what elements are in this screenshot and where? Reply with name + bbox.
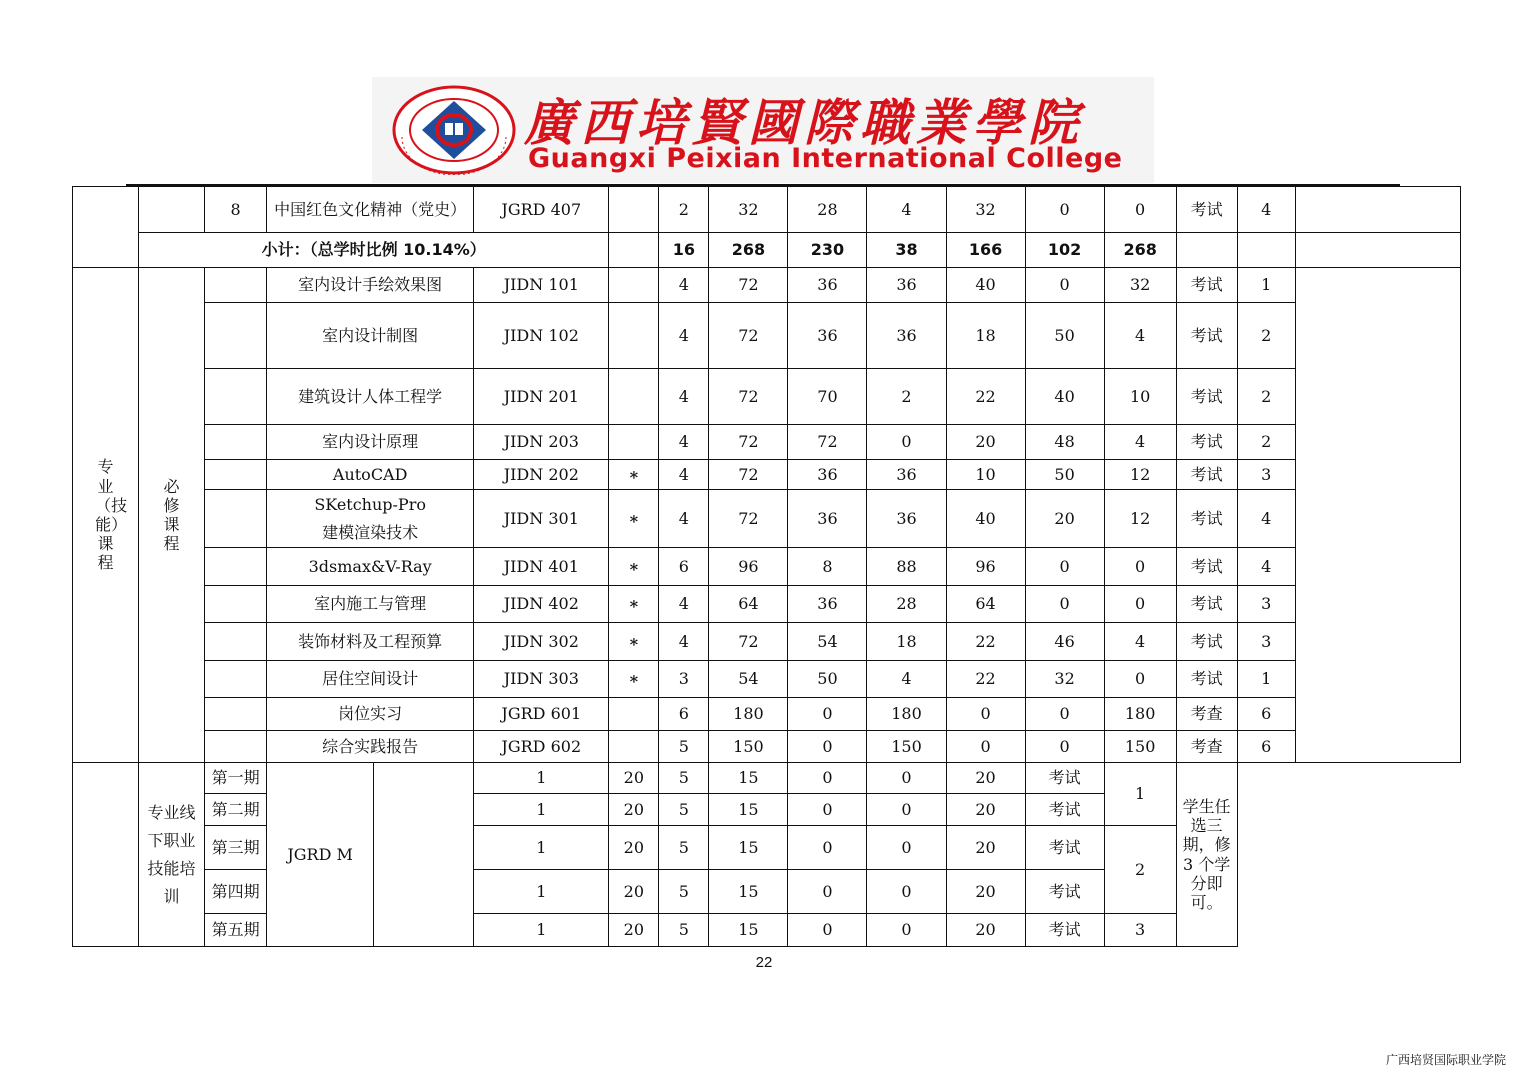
- term: 2: [1237, 369, 1295, 425]
- hours-col-1: 20: [946, 425, 1025, 460]
- table-row: [73, 586, 1461, 623]
- course-name: 室内设计手绘效果图: [267, 268, 474, 303]
- theory-hours: 50: [788, 661, 867, 698]
- course-name: 居住空间设计: [267, 661, 474, 698]
- hours-col-2: 0: [867, 794, 946, 826]
- course-name: 3dsmax&V-Ray: [267, 548, 474, 586]
- course-name: 中国红色文化精神（党史）: [267, 187, 474, 233]
- course-name: 室内设计原理: [267, 425, 474, 460]
- hours-col-1: 0: [788, 870, 867, 914]
- theory-hours: 36: [788, 268, 867, 303]
- hours-col-1: 64: [946, 586, 1025, 623]
- hours-col-2: 0: [1025, 268, 1104, 303]
- term-group-2: 2: [1104, 826, 1176, 914]
- course-name: AutoCAD: [267, 460, 474, 490]
- table-row: [73, 548, 1461, 586]
- total-hours: 72: [709, 268, 788, 303]
- theory-hours: 5: [659, 826, 709, 870]
- hours-col-2: 0: [867, 914, 946, 947]
- course-code: JIDN 201: [474, 369, 609, 425]
- table-row: [73, 490, 1461, 548]
- theory-hours: 28: [788, 187, 867, 233]
- course-name: 综合实践报告: [267, 731, 474, 763]
- core-marker: [609, 268, 659, 303]
- practice-hours: 18: [867, 623, 946, 661]
- practice-hours: 15: [709, 826, 788, 870]
- course-index: 8: [205, 187, 267, 233]
- term-group-1: 1: [1104, 763, 1176, 826]
- assessment: 考试: [1025, 870, 1104, 914]
- table-row: [73, 187, 1461, 233]
- practice-hours: 0: [867, 425, 946, 460]
- core-marker: ∗: [609, 490, 659, 548]
- college-name-english: Guangxi Peixian International College: [528, 143, 1123, 174]
- hours-col-2: 0: [1025, 187, 1104, 233]
- total-hours: 180: [709, 698, 788, 731]
- table-row: [73, 623, 1461, 661]
- training-index: [73, 763, 139, 947]
- core-marker: ∗: [609, 548, 659, 586]
- hours-col-2: 32: [1025, 661, 1104, 698]
- theory-hours: 5: [659, 794, 709, 826]
- practice-hours: 36: [867, 303, 946, 369]
- hours-col-3: 20: [946, 914, 1025, 947]
- assessment: 考试: [1176, 425, 1237, 460]
- subtotal-col-1: 166: [946, 233, 1025, 268]
- assessment: 考试: [1176, 490, 1237, 548]
- total-hours: 96: [709, 548, 788, 586]
- college-name-chinese: 廣西培賢國際職業學院: [524, 93, 1084, 152]
- course-name: 室内设计制图: [267, 303, 474, 369]
- total-hours: 72: [709, 623, 788, 661]
- credits: 4: [659, 268, 709, 303]
- credits: 1: [474, 826, 609, 870]
- assessment: 考查: [1176, 731, 1237, 763]
- hours-col-1: 22: [946, 661, 1025, 698]
- course-code: JIDN 202: [474, 460, 609, 490]
- practice-hours: 36: [867, 460, 946, 490]
- assessment: 考试: [1025, 826, 1104, 870]
- total-hours: 20: [609, 794, 659, 826]
- total-hours: 72: [709, 460, 788, 490]
- credits: 4: [659, 586, 709, 623]
- subtotal-col-3: 268: [1104, 233, 1176, 268]
- course-index: [205, 586, 267, 623]
- assessment: 考试: [1176, 586, 1237, 623]
- hours-col-2: 0: [1025, 731, 1104, 763]
- credits: 5: [659, 731, 709, 763]
- hours-col-2: 48: [1025, 425, 1104, 460]
- table-row: [73, 425, 1461, 460]
- credits: 6: [659, 548, 709, 586]
- period-label: 第一期: [205, 763, 267, 794]
- college-seal-logo: [392, 85, 516, 175]
- course-code: JGRD 601: [474, 698, 609, 731]
- page-footer: 广西培贤国际职业学院: [1385, 1053, 1506, 1067]
- term: 1: [1237, 268, 1295, 303]
- course-code: JIDN 303: [474, 661, 609, 698]
- period-label: 第四期: [205, 870, 267, 914]
- course-code: JIDN 102: [474, 303, 609, 369]
- course-name: SKetchup-Pro 建模渲染技术: [267, 490, 474, 548]
- hours-col-3: 20: [946, 870, 1025, 914]
- total-hours: 150: [709, 731, 788, 763]
- hours-col-1: 32: [946, 187, 1025, 233]
- theory-hours: 70: [788, 369, 867, 425]
- hours-col-3: 0: [1104, 548, 1176, 586]
- subtotal-theory: 230: [788, 233, 867, 268]
- core-marker: [609, 369, 659, 425]
- theory-hours: 0: [788, 698, 867, 731]
- hours-col-1: 40: [946, 268, 1025, 303]
- term-group-3: 3: [1104, 914, 1176, 947]
- theory-hours: 5: [659, 763, 709, 794]
- hours-col-3: 0: [1104, 586, 1176, 623]
- period-label: 第二期: [205, 794, 267, 826]
- course-index: [205, 268, 267, 303]
- hours-col-2: 0: [867, 763, 946, 794]
- practice-hours: 36: [867, 490, 946, 548]
- hours-col-3: 12: [1104, 460, 1176, 490]
- hours-col-2: 0: [867, 826, 946, 870]
- course-name: 装饰材料及工程预算: [267, 623, 474, 661]
- total-hours: 20: [609, 914, 659, 947]
- assessment: 考试: [1176, 623, 1237, 661]
- curriculum-table: [72, 186, 1461, 947]
- core-marker: ∗: [609, 623, 659, 661]
- hours-col-2: 50: [1025, 460, 1104, 490]
- assessment: 考试: [1025, 794, 1104, 826]
- total-hours: 20: [609, 826, 659, 870]
- course-index: [205, 460, 267, 490]
- assessment: 考试: [1176, 187, 1237, 233]
- subtotal-note-blank: [1295, 233, 1460, 268]
- term: 4: [1237, 490, 1295, 548]
- practice-hours: 2: [867, 369, 946, 425]
- theory-hours: 36: [788, 586, 867, 623]
- hours-col-1: 0: [788, 763, 867, 794]
- hours-col-1: 10: [946, 460, 1025, 490]
- table-row: [73, 460, 1461, 490]
- subtotal-assess-blank: [1176, 233, 1237, 268]
- hours-col-3: 20: [946, 794, 1025, 826]
- course-index: [205, 490, 267, 548]
- course-name: 室内施工与管理: [267, 586, 474, 623]
- course-index: [205, 369, 267, 425]
- assessment: 考试: [1176, 303, 1237, 369]
- hours-col-2: 0: [1025, 698, 1104, 731]
- hours-col-1: 0: [946, 698, 1025, 731]
- term: 6: [1237, 698, 1295, 731]
- subtotal-row: [73, 233, 1461, 268]
- course-code: JIDN 101: [474, 268, 609, 303]
- subtotal-practice: 38: [867, 233, 946, 268]
- course-index: [205, 303, 267, 369]
- remark: [1295, 187, 1460, 233]
- table-row: [73, 698, 1461, 731]
- term: 1: [1237, 661, 1295, 698]
- assessment: 考试: [1176, 460, 1237, 490]
- hours-col-3: 4: [1104, 425, 1176, 460]
- hours-col-3: 4: [1104, 303, 1176, 369]
- theory-hours: 36: [788, 460, 867, 490]
- hours-col-1: 18: [946, 303, 1025, 369]
- table-row: [73, 661, 1461, 698]
- hours-col-2: 50: [1025, 303, 1104, 369]
- course-index: [205, 661, 267, 698]
- assessment: 考试: [1176, 268, 1237, 303]
- subtotal-credits: 16: [659, 233, 709, 268]
- category-cell: [73, 268, 139, 763]
- practice-hours: 180: [867, 698, 946, 731]
- hours-col-1: 0: [788, 826, 867, 870]
- credits: 1: [474, 763, 609, 794]
- term: 6: [1237, 731, 1295, 763]
- course-index: [205, 623, 267, 661]
- theory-hours: 36: [788, 303, 867, 369]
- course-name: 建筑设计人体工程学: [267, 369, 474, 425]
- hours-col-3: 150: [1104, 731, 1176, 763]
- hours-col-1: 0: [788, 794, 867, 826]
- course-index: [205, 731, 267, 763]
- hours-col-3: 180: [1104, 698, 1176, 731]
- hours-col-2: 0: [867, 870, 946, 914]
- course-index: [205, 425, 267, 460]
- term: 2: [1237, 303, 1295, 369]
- theory-hours: 5: [659, 870, 709, 914]
- credits: 1: [474, 914, 609, 947]
- hours-col-1: 22: [946, 623, 1025, 661]
- subtotal-hours: 268: [709, 233, 788, 268]
- course-type-label: 必修课程: [163, 476, 180, 554]
- subtotal-label: 小计：（总学时比例 10.14%）: [139, 233, 609, 268]
- theory-hours: 36: [788, 490, 867, 548]
- course-code: JIDN 401: [474, 548, 609, 586]
- practice-hours: 15: [709, 794, 788, 826]
- table-row: [73, 731, 1461, 763]
- hours-col-1: 96: [946, 548, 1025, 586]
- core-marker: [609, 187, 659, 233]
- term: 2: [1237, 425, 1295, 460]
- term: 4: [1237, 548, 1295, 586]
- training-star: [374, 763, 474, 947]
- course-name: 岗位实习: [267, 698, 474, 731]
- course-index: [205, 698, 267, 731]
- total-hours: 32: [709, 187, 788, 233]
- credits: 4: [659, 490, 709, 548]
- core-marker: [609, 425, 659, 460]
- training-name: [139, 763, 205, 947]
- hours-col-2: 0: [1025, 586, 1104, 623]
- total-hours: 64: [709, 586, 788, 623]
- assessment: 考查: [1176, 698, 1237, 731]
- practice-hours: 4: [867, 187, 946, 233]
- practice-hours: 88: [867, 548, 946, 586]
- type-cell-blank: [139, 187, 205, 233]
- course-code: JIDN 301: [474, 490, 609, 548]
- assessment: 考试: [1176, 548, 1237, 586]
- category-cell-blank: [73, 187, 139, 268]
- credits: 4: [659, 623, 709, 661]
- college-banner: [372, 77, 1154, 183]
- assessment: 考试: [1025, 763, 1104, 794]
- credits: 4: [659, 425, 709, 460]
- course-code: JIDN 402: [474, 586, 609, 623]
- hours-col-1: 40: [946, 490, 1025, 548]
- course-code: JIDN 203: [474, 425, 609, 460]
- training-name-text: 专业线下职业技能培训: [147, 802, 196, 906]
- total-hours: 72: [709, 303, 788, 369]
- training-code: JGRD M: [267, 763, 374, 947]
- total-hours: 72: [709, 490, 788, 548]
- assessment: 考试: [1025, 914, 1104, 947]
- hours-col-3: 10: [1104, 369, 1176, 425]
- term: 3: [1237, 586, 1295, 623]
- hours-col-3: 20: [946, 826, 1025, 870]
- hours-col-2: 46: [1025, 623, 1104, 661]
- core-marker: ∗: [609, 661, 659, 698]
- total-hours: 72: [709, 369, 788, 425]
- total-hours: 20: [609, 870, 659, 914]
- theory-hours: 54: [788, 623, 867, 661]
- subtotal-term-blank: [1237, 233, 1295, 268]
- term: 4: [1237, 187, 1295, 233]
- subtotal-col-2: 102: [1025, 233, 1104, 268]
- remark: [1295, 268, 1460, 763]
- hours-col-3: 32: [1104, 268, 1176, 303]
- training-note: 学生任选三期，修 3 个学分即可。: [1176, 763, 1237, 947]
- hours-col-2: 0: [1025, 548, 1104, 586]
- credits: 1: [474, 794, 609, 826]
- period-label: 第三期: [205, 826, 267, 870]
- category-label: 专业（技能）课程: [95, 457, 128, 573]
- total-hours: 72: [709, 425, 788, 460]
- credits: 4: [659, 460, 709, 490]
- practice-hours: 15: [709, 914, 788, 947]
- practice-hours: 15: [709, 870, 788, 914]
- hours-col-3: 12: [1104, 490, 1176, 548]
- practice-hours: 15: [709, 763, 788, 794]
- theory-hours: 0: [788, 731, 867, 763]
- core-marker: [609, 698, 659, 731]
- theory-hours: 5: [659, 914, 709, 947]
- page-number: 22: [755, 954, 773, 971]
- table-row: [73, 369, 1461, 425]
- hours-col-3: 0: [1104, 187, 1176, 233]
- hours-col-1: 0: [788, 914, 867, 947]
- course-type-cell: [139, 268, 205, 763]
- practice-hours: 150: [867, 731, 946, 763]
- assessment: 考试: [1176, 661, 1237, 698]
- credits: 2: [659, 187, 709, 233]
- hours-col-1: 0: [946, 731, 1025, 763]
- course-index: [205, 548, 267, 586]
- credits: 3: [659, 661, 709, 698]
- practice-hours: 4: [867, 661, 946, 698]
- hours-col-3: 0: [1104, 661, 1176, 698]
- credits: 6: [659, 698, 709, 731]
- credits: 1: [474, 870, 609, 914]
- hours-col-2: 20: [1025, 490, 1104, 548]
- term: 3: [1237, 623, 1295, 661]
- practice-hours: 28: [867, 586, 946, 623]
- term: 3: [1237, 460, 1295, 490]
- hours-col-2: 40: [1025, 369, 1104, 425]
- hours-col-3: 4: [1104, 623, 1176, 661]
- total-hours: 20: [609, 763, 659, 794]
- table-row: [73, 268, 1461, 303]
- core-marker: ∗: [609, 586, 659, 623]
- core-marker: [609, 731, 659, 763]
- period-label: 第五期: [205, 914, 267, 947]
- hours-col-3: 20: [946, 763, 1025, 794]
- theory-hours: 8: [788, 548, 867, 586]
- assessment: 考试: [1176, 369, 1237, 425]
- credits: 4: [659, 303, 709, 369]
- theory-hours: 72: [788, 425, 867, 460]
- core-marker: ∗: [609, 460, 659, 490]
- credits: 4: [659, 369, 709, 425]
- core-marker: [609, 303, 659, 369]
- subtotal-star-blank: [609, 233, 659, 268]
- practice-hours: 36: [867, 268, 946, 303]
- total-hours: 54: [709, 661, 788, 698]
- table-row: [73, 303, 1461, 369]
- training-row: [73, 763, 1461, 794]
- course-code: JIDN 302: [474, 623, 609, 661]
- course-code: JGRD 602: [474, 731, 609, 763]
- course-code: JGRD 407: [474, 187, 609, 233]
- hours-col-1: 22: [946, 369, 1025, 425]
